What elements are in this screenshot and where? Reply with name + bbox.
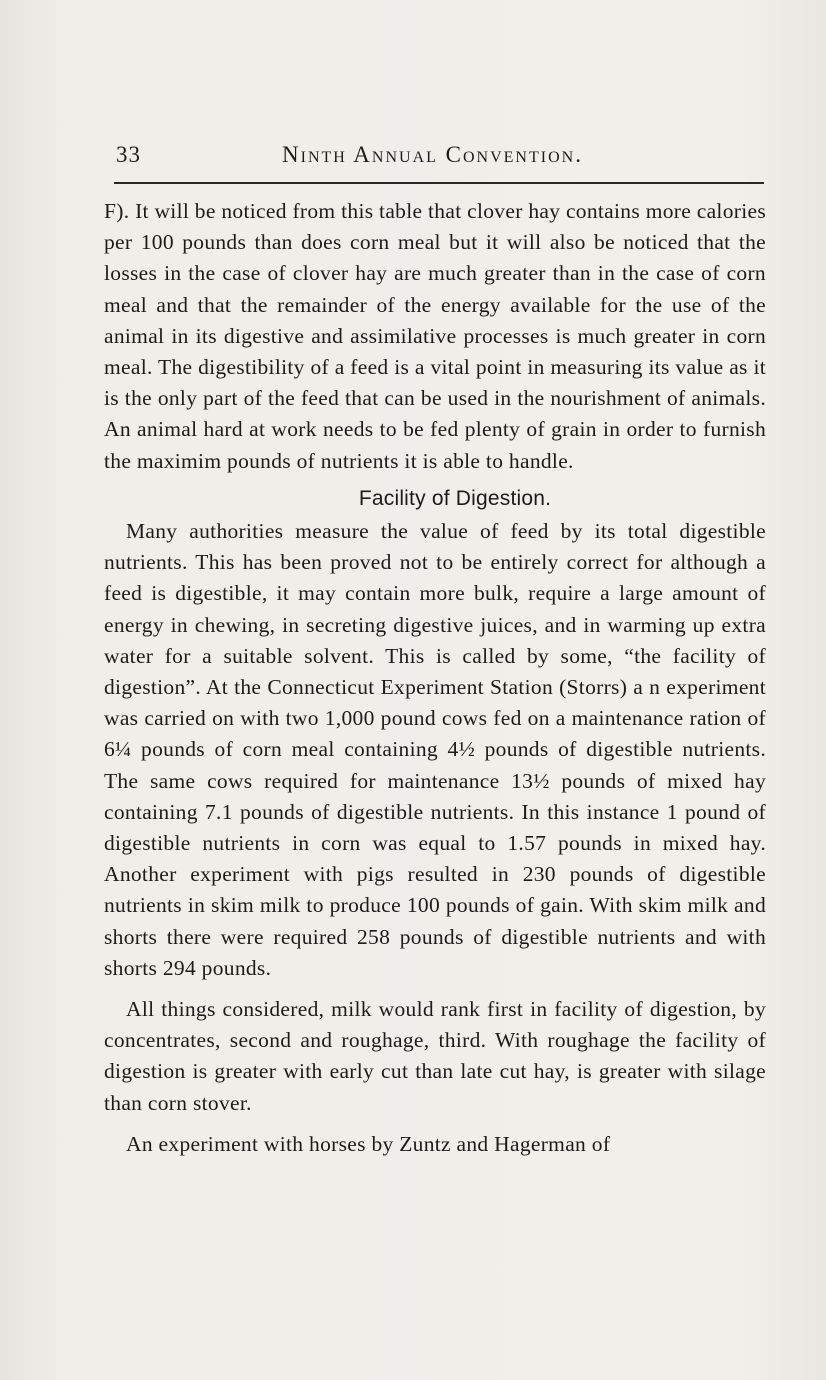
paragraph-facility: Many authorities measure the value of feed by its total digestible nutrients. This has been proved not to be entirely correct for although a feed is digestible, it may contain more bulk, require a large amount of energy in chewing, in secreting digestive juices, and in warming up extra water for a suitable solvent. This is called by some, “the facility of digestion”. At the Connecticut Experiment Station (Storrs) a n experiment was carried on with two 1,000 pound cows fed on a maintenance ration of 6¼ pounds of corn meal containing 4½ pounds of digestible nutrients. The same cows required for maintenance 13½ pounds of mixed hay containing 7.1 pounds of digestible nutrients. In this instance 1 pound of digestible nutrients in corn was equal to 1.57 pounds in mixed hay. Another experiment with pigs resulted in 230 pounds of digestible nutrients in skim milk to produce 100 pounds of gain. With skim milk and shorts there were required 258 pounds of digestible nutrients and with shorts 294 pounds. [104, 519, 766, 980]
paragraph-ranking: All things considered, milk would rank first in facility of digestion, by concentrates, second and roughage, third. With roughage the facility of digestion is greater with early cut than late cut hay, is greater with silage than corn stover. [104, 997, 766, 1115]
section-heading: Facility of Digestion. [358, 486, 552, 510]
page-number: 33 [116, 142, 141, 167]
paragraph-continuation: F). It will be noticed from this table that clover hay contains more calories per 100 pounds than does corn meal but it will also be noticed that the losses in the case of clover hay are much greater than in the case of corn meal and that the remainder of the energy available for the use of the animal in its digestive and assimilative processes is much greater in corn meal. The digestibility of a feed is a vital point in measuring its value as it is the only part of the feed that can be used in the nourishment of animals. An animal hard at work needs to be fed plenty of grain in order to furnish the maximim pounds of nutrients it is able to handle. [104, 199, 766, 473]
header-rule [114, 182, 764, 184]
page-header [112, 142, 762, 182]
paragraph-gap [104, 1119, 766, 1129]
running-title: Ninth Annual Convention. [282, 142, 583, 167]
paragraph-horses: An experiment with horses by Zuntz and Hagerman of [126, 1131, 611, 1156]
paragraph-gap [104, 984, 766, 994]
body-text [104, 196, 766, 1160]
